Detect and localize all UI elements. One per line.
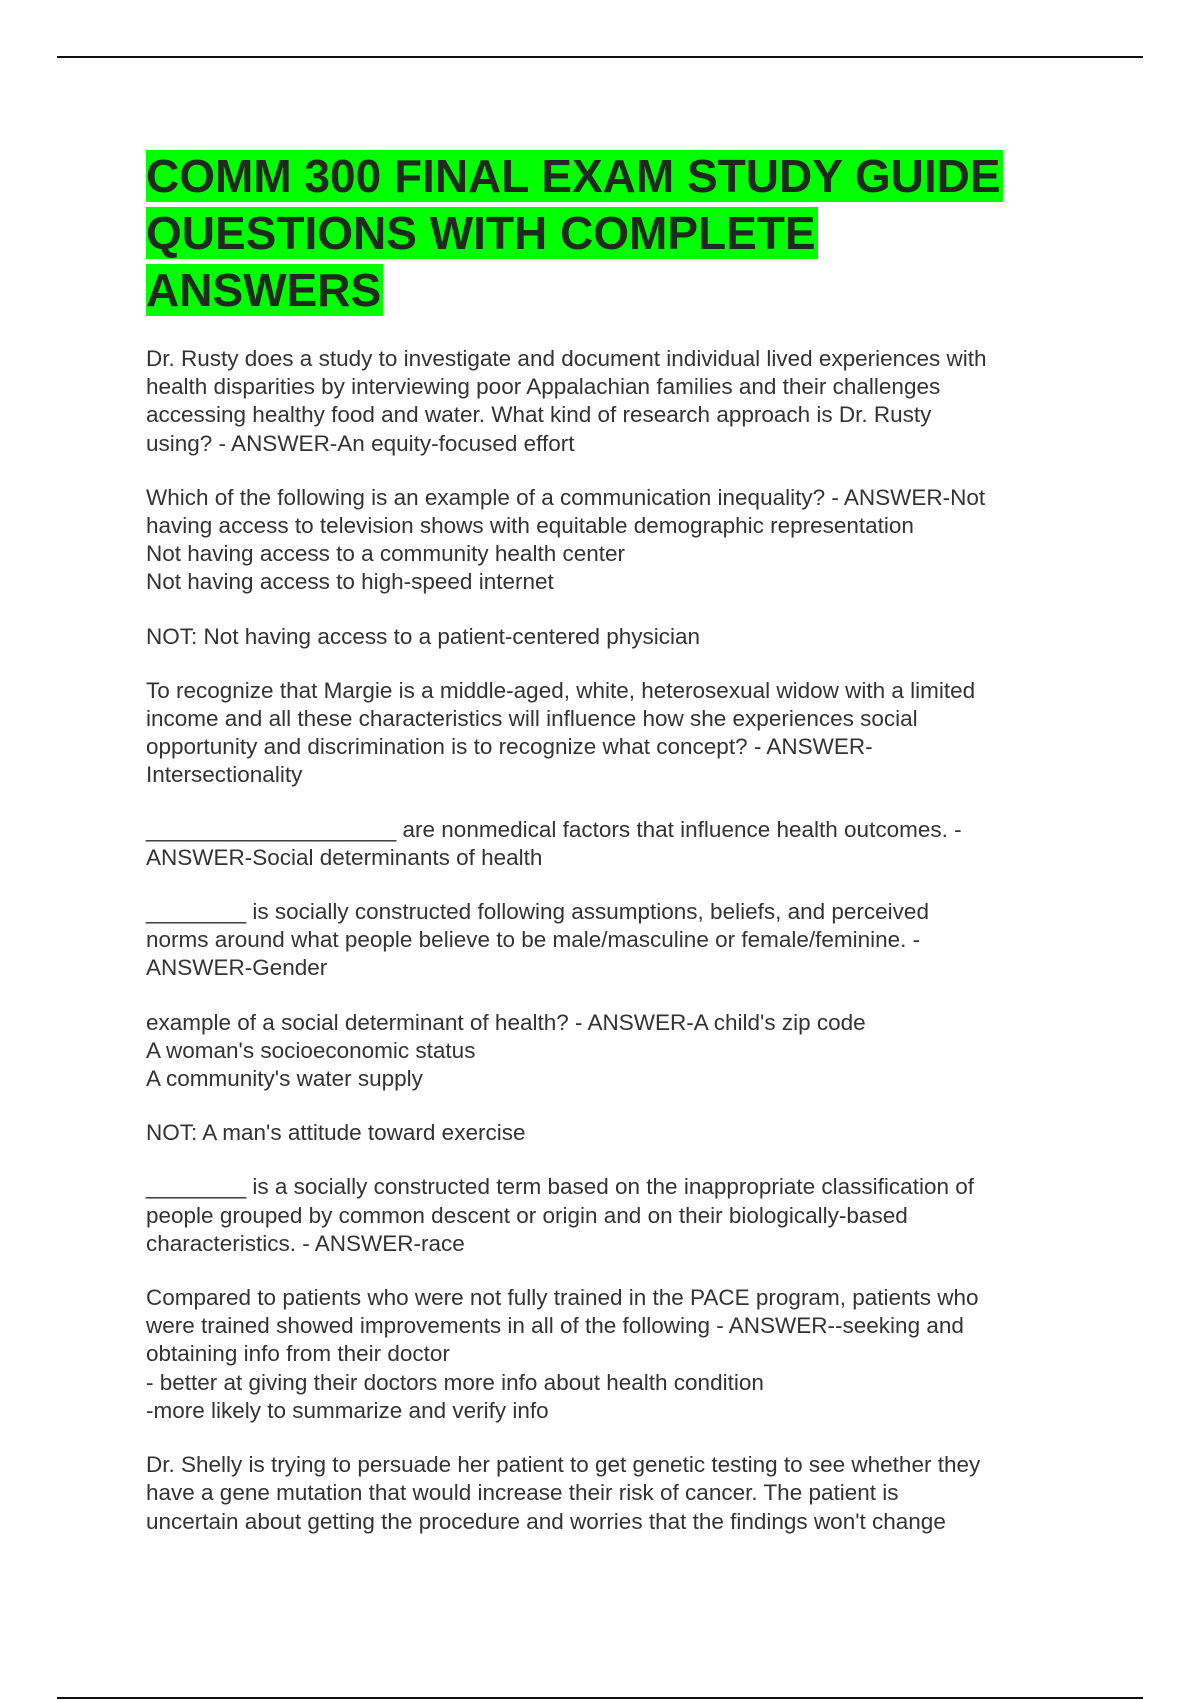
qa-line: - better at giving their doctors more info about health condition — [146, 1369, 764, 1395]
qa-line: Not having access to a community health center — [146, 541, 625, 567]
qa-line: uncertain about getting the procedure and worries that the findings won't change — [146, 1508, 946, 1534]
qa-line: were trained showed improvements in all of the following - ANSWER--seeking and — [146, 1313, 964, 1339]
title-highlight: COMM 300 FINAL EXAM STUDY GUIDE — [146, 150, 1001, 202]
qa-paragraph — [146, 1173, 1061, 1258]
qa-line: income and all these characteristics will influence how she experiences social — [146, 706, 918, 732]
qa-line: ____________________ are nonmedical factors that influence health outcomes. - — [146, 816, 962, 842]
title-highlight: ANSWERS — [146, 264, 382, 316]
qa-paragraph — [146, 1009, 1061, 1094]
qa-paragraph — [146, 484, 1061, 597]
document-body — [146, 148, 1061, 1562]
page-bottom-rule — [57, 1697, 1143, 1699]
qa-line: obtaining info from their doctor — [146, 1341, 450, 1367]
qa-line: ________ is a socially constructed term based on the inappropriate classification of — [146, 1174, 974, 1200]
qa-line: Which of the following is an example of a communication inequality? - ANSWER-Not — [146, 484, 986, 510]
qa-line: have a gene mutation that would increase their risk of cancer. The patient is — [146, 1480, 899, 1506]
qa-paragraph — [146, 345, 1061, 458]
qa-line: ANSWER-Gender — [146, 955, 328, 981]
qa-line: -more likely to summarize and verify info — [146, 1397, 549, 1423]
qa-line: A woman's socioeconomic status — [146, 1037, 476, 1063]
qa-line: Dr. Rusty does a study to investigate and document individual lived experiences with — [146, 346, 987, 371]
title-line — [146, 262, 1061, 319]
qa-line: norms around what people believe to be male/masculine or female/feminine. - — [146, 927, 921, 953]
page-top-rule — [57, 56, 1143, 58]
qa-line: example of a social determinant of health? - ANSWER-A child's zip code — [146, 1009, 866, 1035]
qa-paragraph — [146, 1451, 1061, 1536]
qa-line: having access to television shows with equitable demographic representation — [146, 513, 914, 539]
qa-line: health disparities by interviewing poor Appalachian families and their challenges — [146, 374, 941, 400]
qa-line: To recognize that Margie is a middle-aged, white, heterosexual widow with a limited — [146, 677, 976, 703]
qa-line: NOT: A man's attitude toward exercise — [146, 1120, 526, 1146]
qa-line: ________ is socially constructed following assumptions, beliefs, and perceived — [146, 899, 929, 925]
qa-line: Not having access to high-speed internet — [146, 569, 554, 595]
qa-line: Compared to patients who were not fully trained in the PACE program, patients who — [146, 1285, 979, 1311]
qa-paragraph — [146, 816, 1061, 872]
qa-paragraph — [146, 898, 1061, 983]
question-answer-list — [146, 345, 1061, 1536]
qa-line: NOT: Not having access to a patient-centered physician — [146, 623, 701, 649]
qa-line: using? - ANSWER-An equity-focused effort — [146, 430, 575, 456]
qa-line: A community's water supply — [146, 1066, 423, 1092]
qa-line: characteristics. - ANSWER-race — [146, 1230, 465, 1256]
qa-paragraph — [146, 1284, 1061, 1425]
qa-line: accessing healthy food and water. What kind of research approach is Dr. Rusty — [146, 402, 932, 428]
title-highlight: QUESTIONS WITH COMPLETE — [146, 207, 816, 259]
document-title — [146, 148, 1061, 319]
qa-line: Intersectionality — [146, 762, 303, 788]
qa-line: people grouped by common descent or origin and on their biologically-based — [146, 1202, 908, 1228]
title-line — [146, 148, 1061, 205]
qa-line: opportunity and discrimination is to recognize what concept? - ANSWER- — [146, 734, 873, 760]
qa-line: Dr. Shelly is trying to persuade her patient to get genetic testing to see whether they — [146, 1452, 981, 1478]
qa-line: ANSWER-Social determinants of health — [146, 844, 543, 870]
qa-paragraph — [146, 677, 1061, 790]
qa-paragraph — [146, 1119, 1061, 1147]
title-line — [146, 205, 1061, 262]
qa-paragraph — [146, 623, 1061, 651]
